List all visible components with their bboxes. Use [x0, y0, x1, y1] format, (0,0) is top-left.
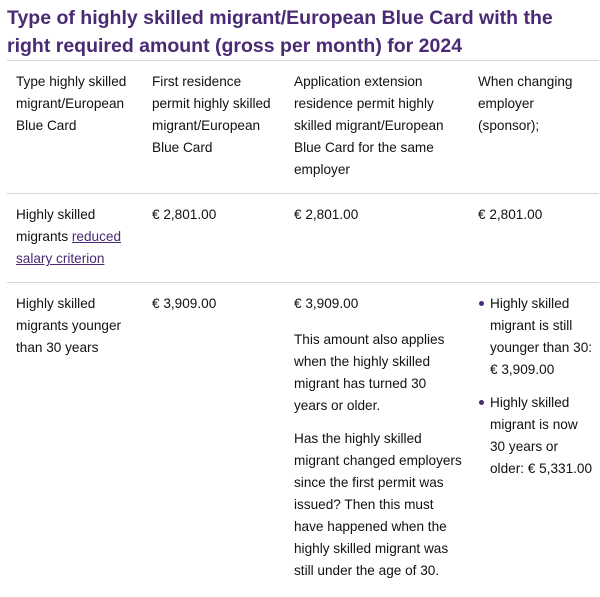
table-row: [7, 194, 599, 283]
header-extension: Application extension residence permit highly skilled migrant/European Blue Card for the same employer: [285, 61, 469, 194]
list-item: Highly skilled migrant is now 30 years or older: € 5,331.00: [478, 392, 593, 480]
reduced-salary-criterion-link[interactable]: reduced salary criterion: [16, 229, 122, 266]
table-header-row: [7, 61, 599, 194]
cell-changing-employer: € 2,801.00: [469, 194, 599, 283]
row-label-reduced: Highly skilled migrants reduced salary criterion: [7, 194, 143, 283]
condition-list: [478, 293, 593, 480]
page-title: Type of highly skilled migrant/European Blue Card with the right required amount (gross per month) for 2024: [7, 7, 553, 57]
extension-note: This amount also applies when the highly skilled migrant has turned 30 years or older.: [294, 332, 445, 413]
cell-extension: [285, 283, 469, 595]
bullet-icon: [479, 301, 484, 306]
cell-first-permit: € 3,909.00: [152, 296, 217, 311]
cell-extension: € 2,801.00: [285, 194, 469, 283]
bullet-icon: [479, 400, 484, 405]
extension-note: Has the highly skilled migrant changed employers since the first permit was issued? Then this must have happened when the highly skilled migrant was still under the age of 30.: [294, 431, 462, 578]
extension-amount: € 3,909.00: [294, 296, 359, 311]
list-item: Highly skilled migrant is still younger than 30: € 3,909.00: [478, 293, 593, 381]
cell-changing-employer: [469, 283, 599, 595]
cell-first-permit: € 2,801.00: [143, 194, 285, 283]
salary-table: [7, 60, 599, 594]
table-row: [7, 283, 599, 595]
header-first-permit: First residence permit highly skilled migrant/European Blue Card: [143, 61, 285, 194]
header-type: Type highly skilled migrant/European Blue Card: [7, 61, 143, 194]
header-changing-employer: When changing employer (sponsor);: [469, 61, 599, 194]
row-label-younger-30: Highly skilled migrants younger than 30 years: [16, 296, 122, 355]
